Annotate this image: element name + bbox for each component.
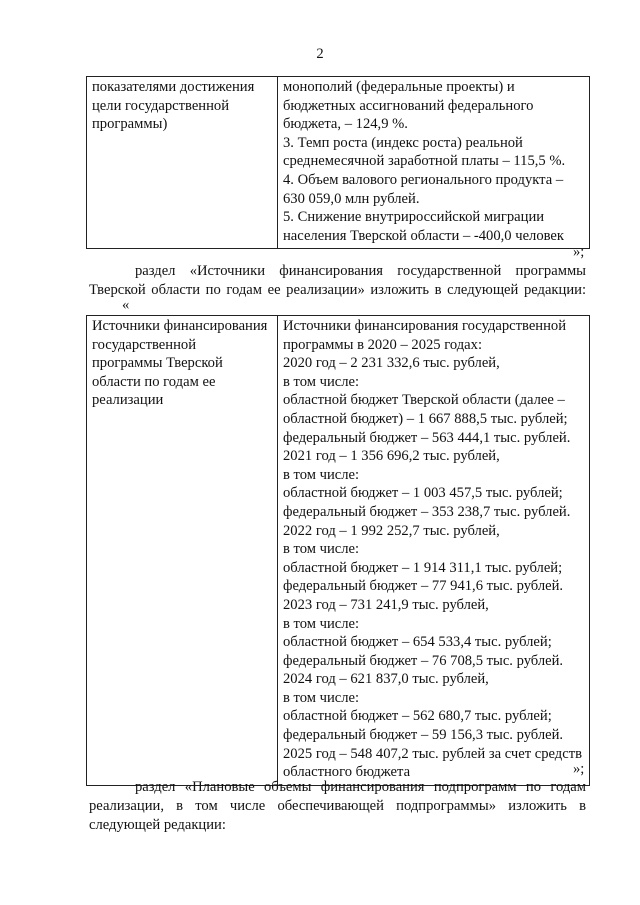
table1-right-line: монополий (федеральные проекты) и [283, 79, 515, 95]
table2-left-line: области по годам ее [92, 373, 216, 390]
table2-right-line: федеральный бюджет – 59 156,3 тыс. рублей. [283, 727, 564, 744]
table-row [87, 77, 590, 249]
table1-right-line: населения Тверской области – -400,0 человек [283, 227, 565, 244]
table1-left-line: цели государственной [92, 97, 230, 114]
table2-right-line: в том числе: [283, 373, 360, 390]
table2-right-line: в том числе: [283, 615, 360, 632]
opening-quote: « [122, 297, 130, 313]
paragraph-line [89, 262, 586, 281]
table2-right-line: 2020 год – 2 231 332,6 тыс. рублей, [283, 355, 500, 372]
table2-right-line: областного бюджета [283, 764, 411, 781]
table2-right-line: программы в 2020 – 2025 годах: [283, 336, 482, 353]
table1-left-line: программы) [92, 116, 168, 133]
goal-indicators-table [86, 76, 590, 249]
paragraph-text: раздел «Источники финансирования государственной программы [135, 263, 586, 279]
table1-right-line: 5. Снижение внутрироссийской миграции [283, 209, 545, 226]
funding-sources-table [86, 315, 590, 786]
table1-right-line: бюджета, – 124,9 %. [283, 116, 408, 133]
table2-right-line: федеральный бюджет – 563 444,1 тыс. рублей. [283, 429, 571, 446]
table2-right-line: областной бюджет – 1 003 457,5 тыс. рублей; [283, 485, 563, 502]
table2-right-cell [278, 316, 590, 786]
table1-left-cell [87, 77, 278, 249]
table2-right-line: 2023 год – 731 241,9 тыс. рублей, [283, 596, 489, 613]
table2-right-line: Источники финансирования государственной [283, 318, 567, 334]
table1-right-cell [278, 77, 590, 249]
paragraph-line: Тверской области по годам ее реализации» изложить в следующей редакции: [89, 281, 586, 298]
paragraph-funding-sources [89, 262, 586, 300]
paragraph-line: следующей редакции: [89, 816, 226, 833]
paragraph-subprogram-funding [89, 778, 586, 834]
table2-left-line: Источники финансирования [92, 318, 268, 334]
table2-right-line: областной бюджет Тверской области (далее – [283, 392, 565, 409]
table2-right-line: областной бюджет – 654 533,4 тыс. рублей; [283, 634, 552, 651]
table1-right-line: бюджетных ассигнований федерального [283, 97, 534, 114]
table2-left-line: государственной [92, 336, 197, 353]
table2-right-line: областной бюджет – 562 680,7 тыс. рублей; [283, 708, 552, 725]
table2-right-line: 2022 год – 1 992 252,7 тыс. рублей, [283, 522, 500, 539]
paragraph-line: реализации, в том числе обеспечивающей подпрограммы» изложить в [89, 797, 586, 814]
table2-right-line: в том числе: [283, 541, 360, 558]
table1-right-line: 4. Объем валового регионального продукта – [283, 171, 564, 188]
table1-right-line: среднемесячной заработной платы – 115,5 %. [283, 153, 566, 170]
table2-right-line: федеральный бюджет – 77 941,6 тыс. рублей. [283, 578, 564, 595]
paragraph-text: раздел «Плановые объемы финансирования подпрограмм по годам [135, 779, 586, 795]
closing-quote-1: »; [573, 244, 585, 260]
table2-right-line: областной бюджет) – 1 667 888,5 тыс. рублей; [283, 410, 568, 427]
table2-right-line: областной бюджет – 1 914 311,1 тыс. рублей; [283, 559, 563, 576]
table2-left-cell [87, 316, 278, 786]
table1-right-line: 3. Темп роста (индекс роста) реальной [283, 134, 523, 151]
table2-right-line: 2024 год – 621 837,0 тыс. рублей, [283, 671, 489, 688]
paragraph-line [89, 778, 586, 797]
table2-left-line: реализации [92, 392, 164, 409]
table2-right-line: федеральный бюджет – 353 238,7 тыс. рублей. [283, 503, 571, 520]
table1-left-line: показателями достижения [92, 79, 255, 95]
table1-right-line: 630 059,0 млн рублей. [283, 190, 420, 207]
table2-left-line: программы Тверской [92, 355, 223, 372]
table2-right-line: в том числе: [283, 689, 360, 706]
table2-right-line: 2021 год – 1 356 696,2 тыс. рублей, [283, 448, 500, 465]
table2-right-line: 2025 год – 548 407,2 тыс. рублей за счет средств [283, 745, 582, 762]
page-number: 2 [316, 46, 324, 62]
closing-quote-2: »; [573, 761, 585, 777]
table-row [87, 316, 590, 786]
table2-right-line: в том числе: [283, 466, 360, 483]
table2-right-line: федеральный бюджет – 76 708,5 тыс. рублей. [283, 652, 564, 669]
